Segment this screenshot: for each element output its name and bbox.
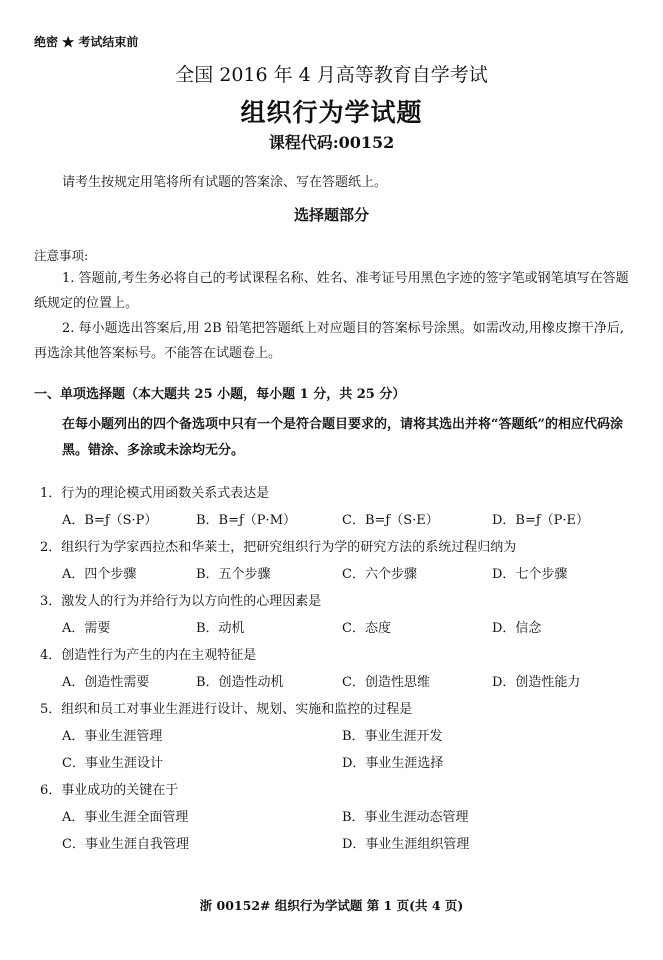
question-1-option-b: B．B=ƒ（P·M） — [196, 513, 297, 528]
question-1-option-d: D．B=ƒ（P·E） — [492, 513, 590, 528]
note-item-1 — [34, 266, 634, 316]
question-1-stem: 1．行为的理论模式用函数关系式表达是 — [40, 486, 270, 501]
question-5-option-b: B．事业生涯开发 — [342, 729, 443, 744]
question-5-option-c: C．事业生涯设计 — [62, 756, 163, 771]
question-2-stem: 2．组织行为学家西拉杰和华莱士，把研究组织行为学的研究方法的系统过程归纳为 — [40, 540, 517, 555]
question-6-stem: 6．事业成功的关键在于 — [40, 783, 179, 798]
question-3-option-c: C．态度 — [342, 621, 391, 636]
question-6-option-a: A．事业生涯全面管理 — [62, 810, 189, 825]
question-6-option-b: B．事业生涯动态管理 — [342, 810, 469, 825]
course-code: 课程代码:00152 — [268, 133, 395, 152]
question-3-option-d: D．信念 — [492, 621, 542, 636]
question-3-option-b: B．动机 — [196, 621, 245, 636]
question-5-option-a: A．事业生涯管理 — [62, 729, 163, 744]
question-1-option-c: C．B=ƒ（S·E） — [342, 513, 439, 528]
question-4-option-c: C．创造性思维 — [342, 675, 430, 690]
instruction-text: 请考生按规定用笔将所有试题的答案涂、写在答题纸上。 — [62, 175, 388, 190]
question-3-stem: 3．激发人的行为并给行为以方向性的心理因素是 — [40, 594, 322, 609]
notes-heading: 注意事项: — [34, 248, 89, 263]
note-item-2-text: 2. 每小题选出答案后,用 2B 铅笔把答题纸上对应题目的答案标号涂黑。如需改动,用橡皮擦干净后,再选涂其他答案标号。不能答在试题卷上。 — [34, 321, 625, 361]
note-item-1-text: 1. 答题前,考生务必将自己的考试课程名称、姓名、准考证号用黑色字迹的签字笔或钢笔填写在答题纸规定的位置上。 — [34, 271, 629, 311]
question-4-stem: 4．创造性行为产生的内在主观特征是 — [40, 648, 257, 663]
secrecy-label: 绝密 ★ 考试结束前 — [34, 35, 139, 49]
part1-description: 在每小题列出的四个备选项中只有一个是符合题目要求的，请将其选出并将“答题纸”的相应代码涂黑。错涂、多涂或未涂均无分。 — [62, 417, 623, 458]
question-6-option-c: C．事业生涯自我管理 — [62, 837, 189, 852]
question-4-option-a: A．创造性需要 — [62, 675, 150, 690]
note-item-2 — [34, 316, 634, 366]
section-title: 选择题部分 — [293, 206, 369, 224]
question-2-option-c: C．六个步骤 — [342, 567, 417, 582]
question-3-option-a: A．需要 — [62, 621, 111, 636]
page-footer: 浙 00152# 组织行为学试题 第 1 页(共 4 页) — [199, 898, 464, 913]
question-4-option-b: B．创造性动机 — [196, 675, 284, 690]
question-2-option-b: B．五个步骤 — [196, 567, 271, 582]
question-6-option-d: D．事业生涯组织管理 — [342, 837, 470, 852]
question-5-option-d: D．事业生涯选择 — [342, 756, 444, 771]
page-title: 组织行为学试题 — [240, 98, 423, 127]
exam-name: 全国 2016 年 4 月高等教育自学考试 — [175, 64, 488, 86]
question-5-stem: 5．组织和员工对事业生涯进行设计、规划、实施和监控的过程是 — [40, 702, 413, 717]
question-4-option-d: D．创造性能力 — [492, 675, 581, 690]
question-2-option-a: A．四个步骤 — [62, 567, 137, 582]
part1-title: 一、单项选择题（本大题共 25 小题，每小题 1 分，共 25 分） — [34, 387, 406, 402]
question-2-option-d: D．七个步骤 — [492, 567, 568, 582]
question-1-option-a: A．B=ƒ（S·P） — [62, 513, 158, 528]
